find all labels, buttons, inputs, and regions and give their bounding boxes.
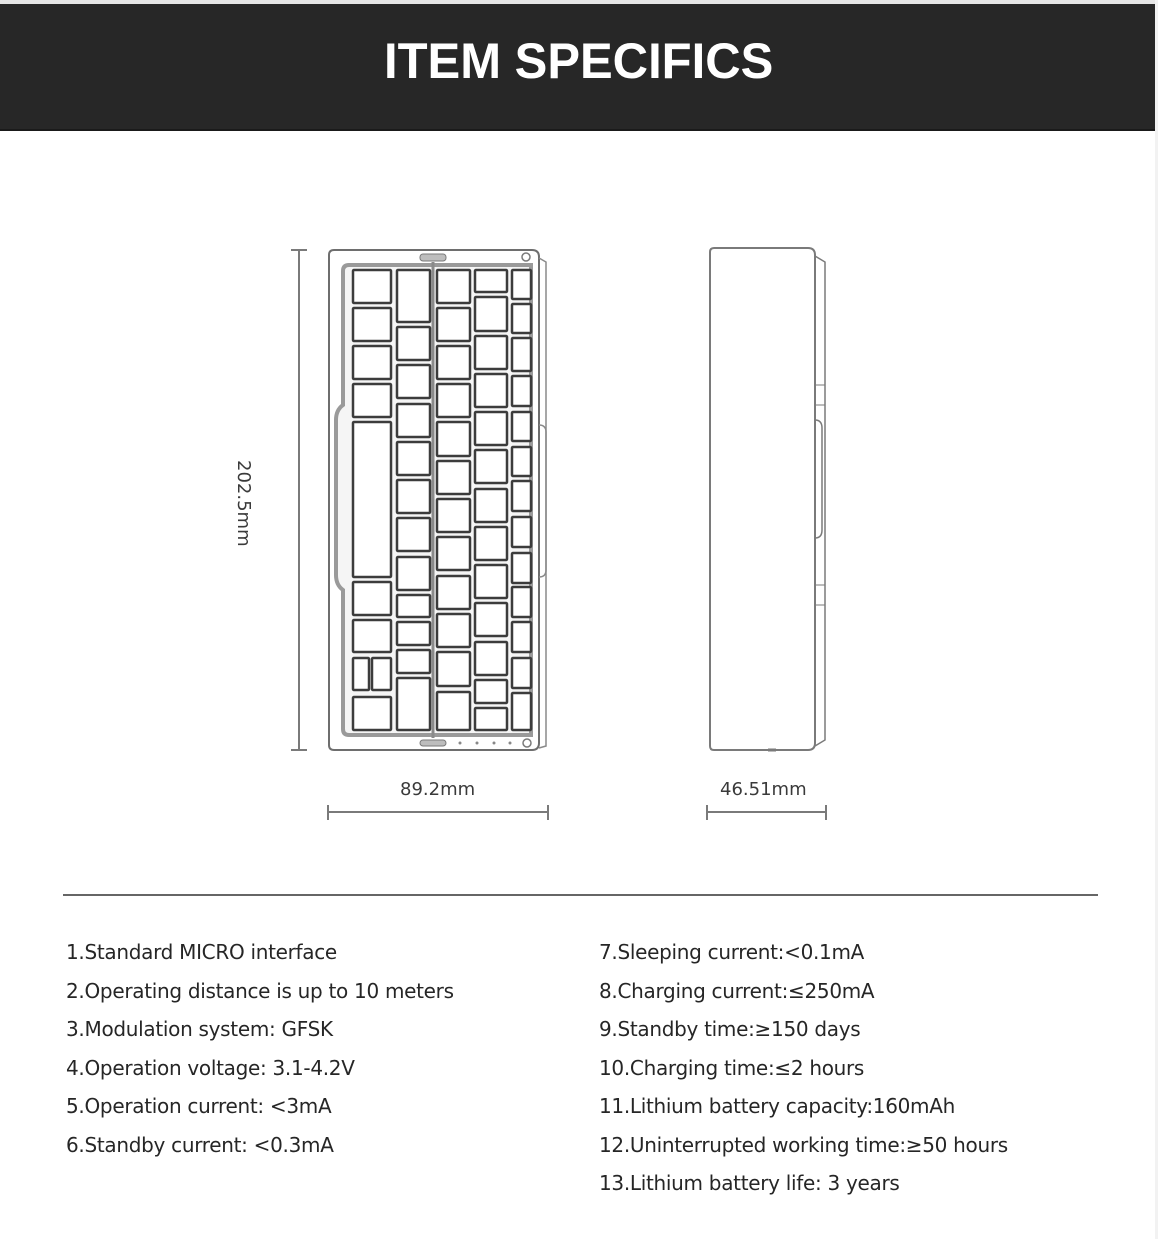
- width-dimension-label: 89.2mm: [400, 779, 476, 800]
- spec-item: 12.Uninterrupted working time:≥50 hours: [599, 1132, 1008, 1157]
- spec-item: 5.Operation current: <3mA: [66, 1094, 332, 1118]
- specs-list-right: [599, 936, 1008, 1206]
- width-dimension-line: [328, 805, 548, 820]
- side-width-dimension-line: [707, 805, 826, 820]
- spec-item: 10.Charging time:≤2 hours: [599, 1055, 865, 1080]
- page-title: ITEM SPECIFICS: [384, 32, 774, 89]
- side-width-dimension-label: 46.51mm: [720, 779, 807, 800]
- spec-item: 13.Lithium battery life: 3 years: [599, 1171, 900, 1195]
- spec-item: 6.Standby current: <0.3mA: [66, 1132, 334, 1157]
- keyboard-keys: [353, 270, 531, 730]
- keyboard-side-view: [710, 248, 825, 750]
- spec-item: 8.Charging current:≤250mA: [599, 978, 875, 1003]
- spec-item: 7.Sleeping current:<0.1mA: [599, 940, 865, 964]
- spec-item: 2.Operating distance is up to 10 meters: [66, 978, 454, 1003]
- spec-item: 4.Operation voltage: 3.1-4.2V: [66, 1055, 355, 1080]
- spec-item: 1.Standard MICRO interface: [66, 940, 337, 964]
- specs-list-left: [66, 936, 454, 1167]
- spec-item: 11.Lithium battery capacity:160mAh: [599, 1094, 955, 1118]
- spec-item: 9.Standby time:≥150 days: [599, 1017, 861, 1041]
- height-dimension-line: [291, 250, 307, 750]
- section-divider: [63, 894, 1098, 896]
- height-dimension-label: 202.5mm: [233, 460, 254, 547]
- spec-item: 3.Modulation system: GFSK: [66, 1017, 333, 1041]
